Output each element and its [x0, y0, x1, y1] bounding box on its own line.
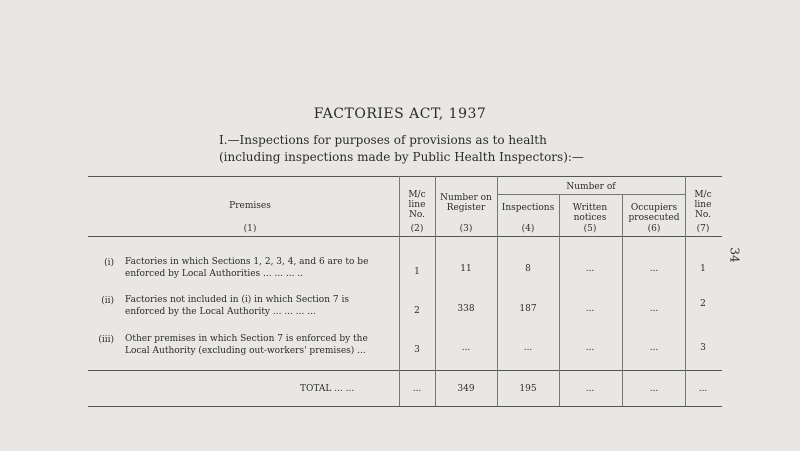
row-mc: 3	[414, 345, 420, 355]
col-divider	[685, 176, 686, 406]
row-notices: ...	[585, 264, 595, 274]
total-register: 349	[457, 384, 475, 394]
row-prosecuted: ...	[649, 264, 659, 274]
header-mc-line: M/c line No.	[408, 190, 426, 220]
row-notices: ...	[585, 343, 595, 353]
header-premises: Premises	[229, 201, 271, 211]
col-divider	[497, 176, 498, 406]
header-mc-line-7: M/c line No.	[694, 190, 712, 220]
row-numeral: (iii)	[98, 335, 114, 345]
row-label-line1: Factories not included in (i) in which Section 7 is	[125, 295, 349, 305]
row-inspections: 187	[519, 304, 537, 314]
header-bottom-rule	[88, 236, 722, 237]
row-inspections: ...	[523, 343, 533, 353]
total-label: TOTAL ... ...	[300, 384, 355, 394]
row-mc: 1	[414, 267, 420, 277]
header-number-on-register: Number on Register	[440, 193, 492, 213]
total-inspections: 195	[519, 384, 537, 394]
row-numeral: (ii)	[101, 296, 114, 306]
header-mc-line-7-num: (7)	[696, 224, 710, 234]
col-divider	[435, 176, 436, 406]
table-top-rule	[88, 176, 722, 177]
header-occupiers-prosecuted: Occupiers prosecuted	[628, 203, 680, 223]
page-number: 34	[727, 247, 742, 263]
header-written-notices: Written notices	[572, 203, 608, 223]
row-register: ...	[461, 343, 471, 353]
row-notices: ...	[585, 304, 595, 314]
total-prosecuted: ...	[649, 384, 659, 394]
row-mc: 2	[414, 306, 420, 316]
header-number-on-register-num: (3)	[459, 224, 473, 234]
row-prosecuted: ...	[649, 304, 659, 314]
col-divider	[399, 176, 400, 406]
total-mc: ...	[412, 384, 422, 394]
row-label-line1: Factories in which Sections 1, 2, 3, 4, and 6 are to be	[125, 257, 369, 267]
number-of-rule	[497, 194, 685, 195]
header-premises-num: (1)	[243, 224, 257, 234]
row-register: 11	[460, 264, 472, 274]
col-divider	[559, 195, 560, 406]
intro-text: I.—Inspections for purposes of provisions as to health (including inspections made by Public Health Inspectors):—	[219, 133, 584, 164]
table-bottom-rule	[88, 406, 722, 407]
header-written-notices-num: (5)	[583, 224, 597, 234]
row-inspections: 8	[525, 264, 531, 274]
row-register: 338	[457, 304, 475, 314]
row-mc7: 2	[700, 299, 706, 309]
row-label-line1: Other premises in which Section 7 is enforced by the	[125, 334, 368, 344]
total-notices: ...	[585, 384, 595, 394]
row-mc7: 3	[700, 343, 706, 353]
page-title: FACTORIES ACT, 1937	[313, 106, 487, 122]
row-label-line2: enforced by Local Authorities ... ... ... ..	[125, 269, 304, 279]
total-mc7: ...	[698, 384, 708, 394]
total-top-rule	[88, 370, 722, 371]
header-mc-line-num: (2)	[410, 224, 424, 234]
row-label-line2: enforced by the Local Authority ... ... ... ...	[125, 307, 316, 317]
header-occupiers-prosecuted-num: (6)	[647, 224, 661, 234]
header-inspections: Inspections	[501, 203, 555, 213]
header-number-of: Number of	[566, 182, 616, 192]
row-mc7: 1	[700, 264, 706, 274]
row-prosecuted: ...	[649, 343, 659, 353]
row-label-line2: Local Authority (excluding out-workers' premises) ...	[125, 346, 366, 356]
header-inspections-num: (4)	[521, 224, 535, 234]
row-numeral: (i)	[104, 258, 114, 268]
